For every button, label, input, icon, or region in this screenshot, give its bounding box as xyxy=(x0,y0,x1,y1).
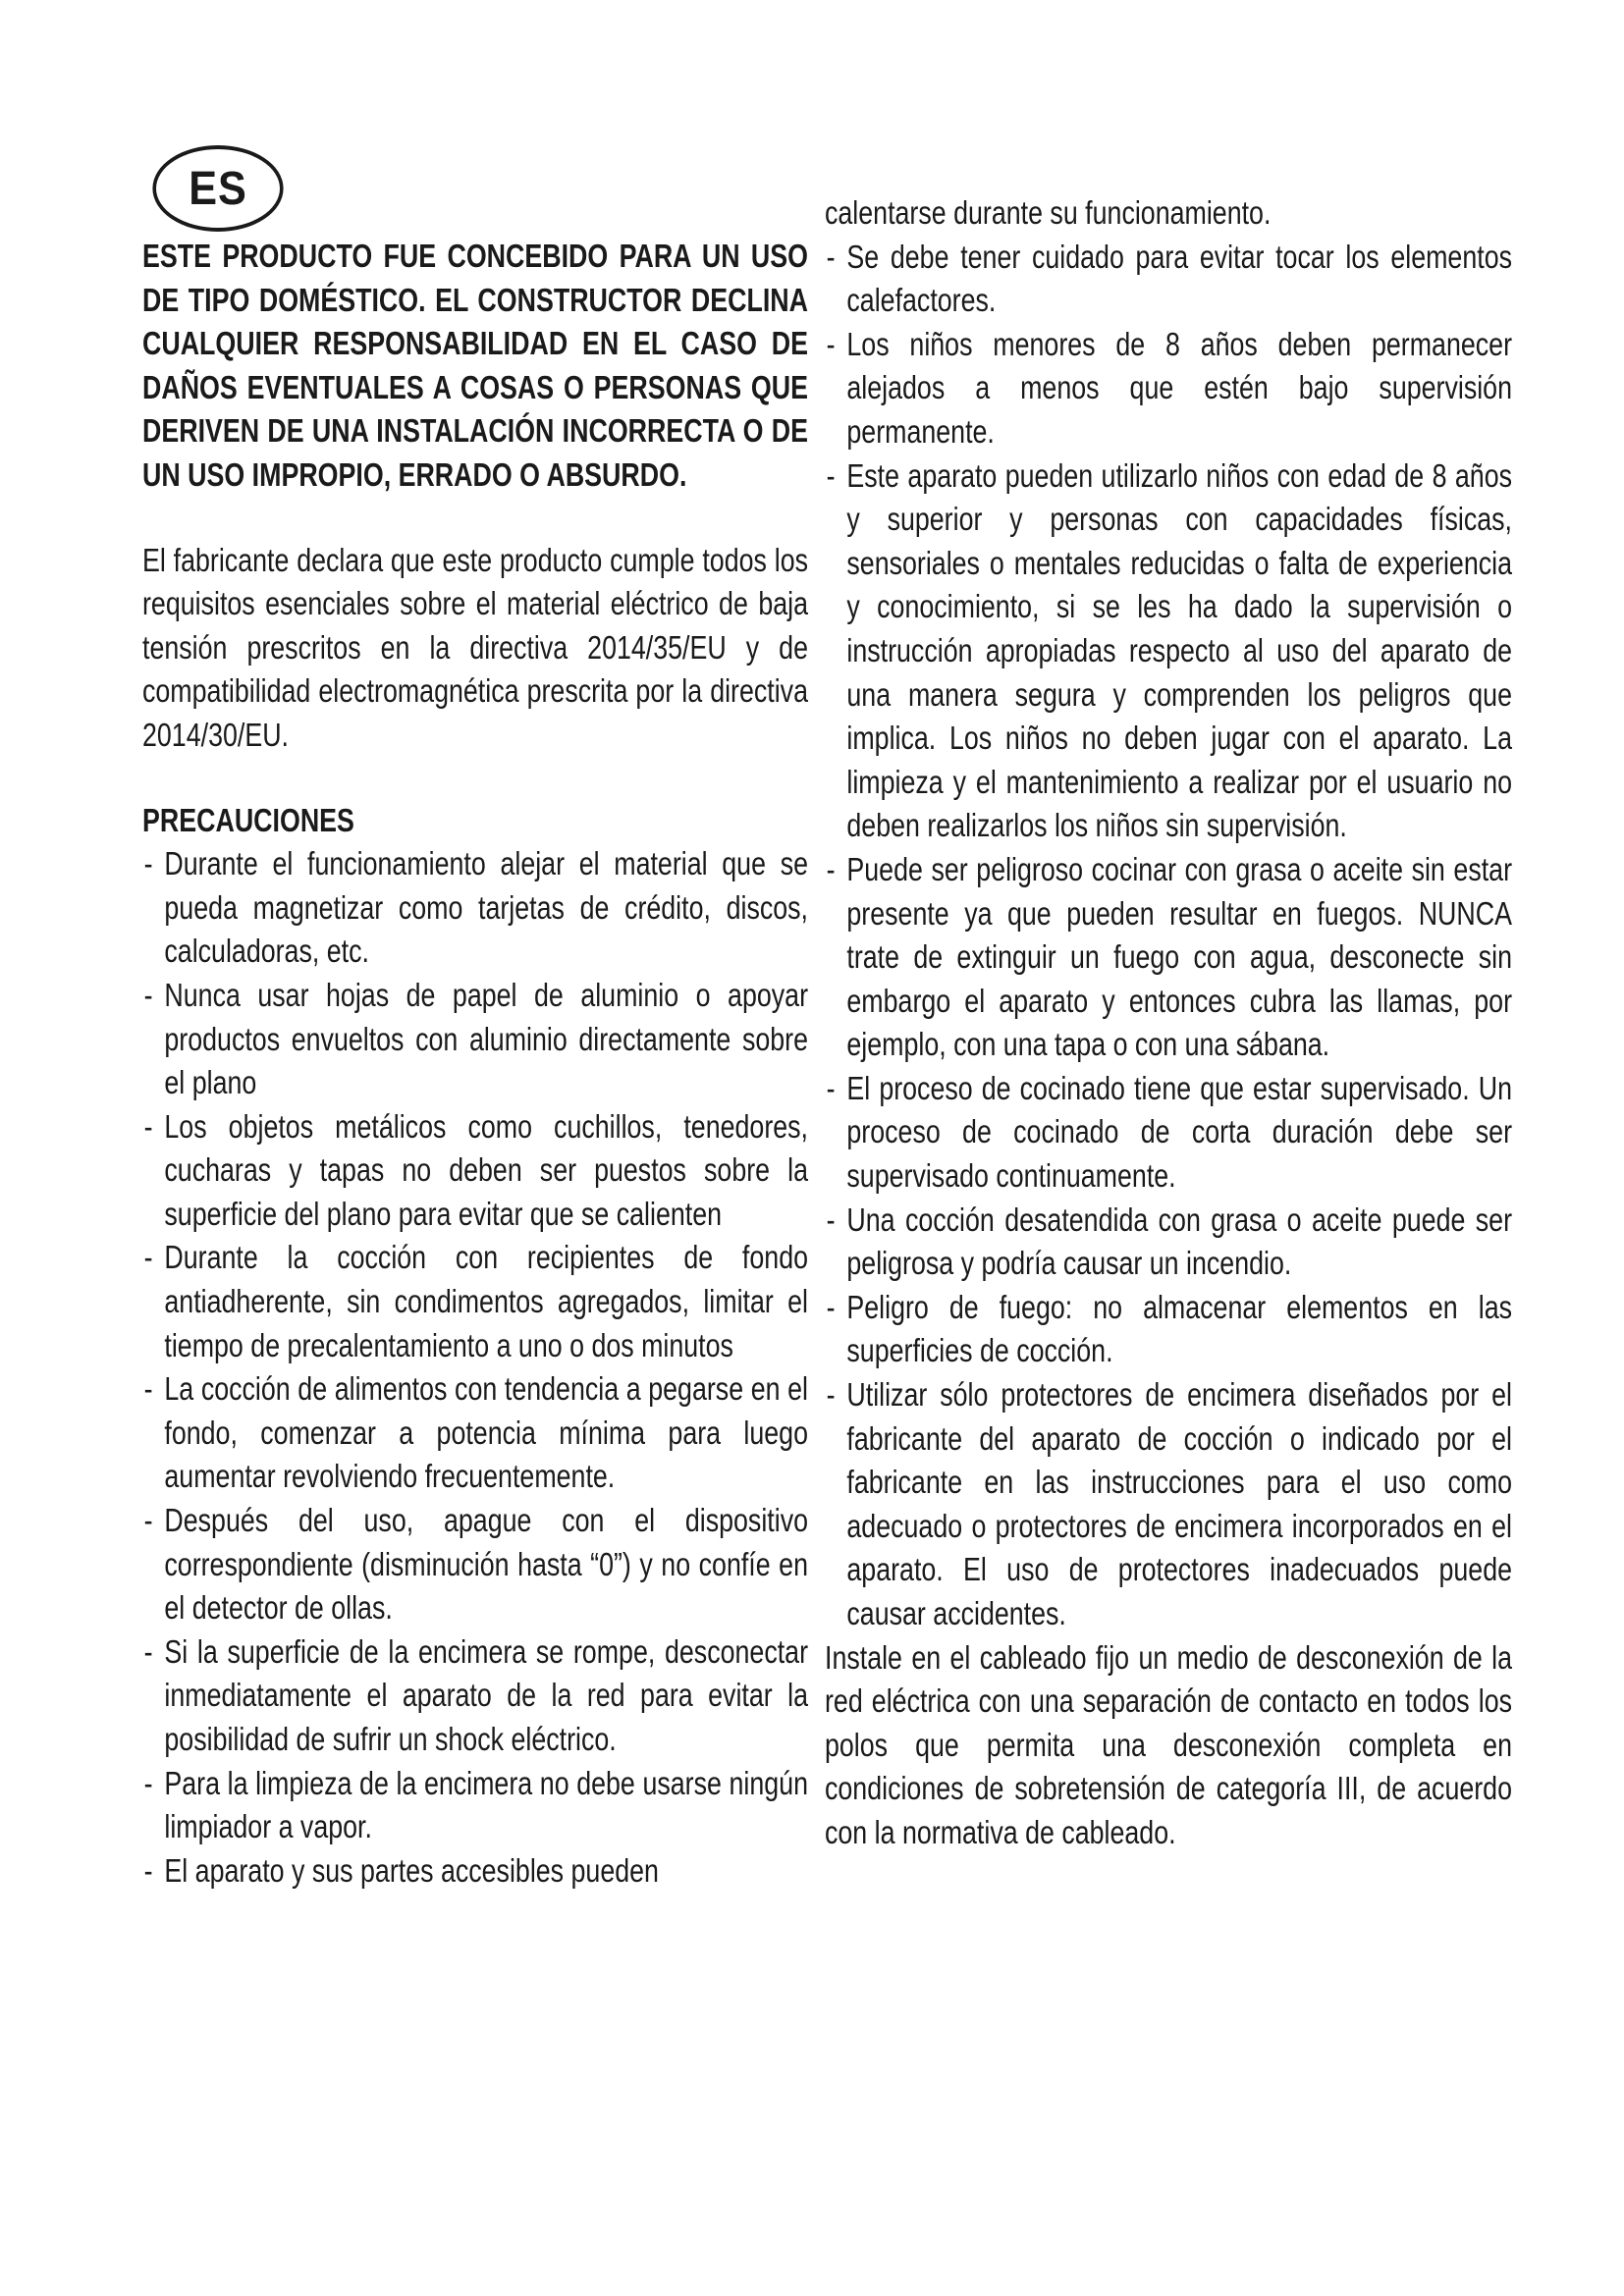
precaution-item: - Utilizar sólo protectores de encimera diseñados por el fabricante del aparato de cocción o indicado por el fabricante en las instrucciones para el uso como adecuado o protectores de encimera incorporados en el aparato. El uso de protectores inadecuados puede causar accidentes. xyxy=(825,1374,1512,1637)
precaution-item: - Si la superficie de la encimera se rompe, desconectar inmediatamente el aparato de la red para evitar la posibilidad de sufrir un shock eléctrico. xyxy=(142,1631,808,1763)
precaution-item: - El proceso de cocinado tiene que estar supervisado. Un proceso de cocinado de corta duración debe ser supervisado continuamente. xyxy=(825,1068,1512,1200)
left-column xyxy=(142,236,808,1894)
language-code: ES xyxy=(189,162,247,215)
precautions-list-left xyxy=(142,843,808,1894)
precaution-item: - Los objetos metálicos como cuchillos, tenedores, cucharas y tapas no deben ser puestos sobre la superficie del plano para evitar que se calienten xyxy=(142,1106,808,1238)
precaution-item: - Peligro de fuego: no almacenar elementos en las superficies de cocción. xyxy=(825,1287,1512,1374)
precaution-item: - Durante la cocción con recipientes de fondo antiadherente, sin condimentos agregados, limitar el tiempo de precalentamiento a uno o dos minutos xyxy=(142,1237,808,1368)
precaution-item: - La cocción de alimentos con tendencia a pegarse en el fondo, comenzar a potencia mínima para luego aumentar revolviendo frecuentemente. xyxy=(142,1368,808,1500)
language-badge xyxy=(152,145,283,232)
precautions-heading: PRECAUCIONES xyxy=(142,802,354,839)
precaution-item: - Después del uso, apague con el dispositivo correspondiente (disminución hasta “0”) y no confíe en el detector de ollas. xyxy=(142,1500,808,1631)
precaution-item: - Puede ser peligroso cocinar con grasa o aceite sin estar presente ya que pueden resultar en fuegos. NUNCA trate de extinguir un fuego con agua, desconecte sin embargo el aparato y entonces cubra las llamas, por ejemplo, con una tapa o con una sábana. xyxy=(825,849,1512,1068)
right-column xyxy=(825,192,1512,1856)
precaution-item: - Los niños menores de 8 años deben permanecer alejados a menos que estén bajo supervisión permanente. xyxy=(825,324,1512,455)
precaution-item: - Se debe tener cuidado para evitar tocar los elementos calefactores. xyxy=(825,237,1512,324)
precaution-item: - Este aparato pueden utilizarlo niños con edad de 8 años y superior y personas con capacidades físicas, sensoriales o mentales reducidas o falta de experiencia y conocimiento, si se les ha dado la supervisión o instrucción apropiadas respecto al uso del aparato de una manera segura y comprenden los peligros que implica. Los niños no deben jugar con el aparato. La limpieza y el mantenimiento a realizar por el usuario no deben realizarlos los niños sin supervisión. xyxy=(825,455,1512,849)
precautions-list-right xyxy=(825,192,1512,1637)
precaution-continuation: calentarse durante su funcionamiento. xyxy=(825,195,1272,232)
precaution-item: - Una cocción desatendida con grasa o aceite puede ser peligrosa y podría causar un incendio. xyxy=(825,1200,1512,1287)
precaution-item: - Nunca usar hojas de papel de aluminio o apoyar productos envueltos con aluminio directamente sobre el plano xyxy=(142,975,808,1106)
liability-warning: ESTE PRODUCTO FUE CONCEBIDO PARA UN USO DE TIPO DOMÉSTICO. EL CONSTRUCTOR DECLINA CUALQUIER RESPONSABILIDAD EN EL CASO DE DAÑOS EVENTUALES A COSAS O PERSONAS QUE DERIVEN DE UNA INSTALACIÓN INCORRECTA O DE UN USO IMPROPIO, ERRADO O ABSURDO. xyxy=(142,239,808,494)
precaution-item: - Durante el funcionamiento alejar el material que se pueda magnetizar como tarjetas de crédito, discos, calculadoras, etc. xyxy=(142,843,808,975)
precaution-item: - Para la limpieza de la encimera no debe usarse ningún limpiador a vapor. xyxy=(142,1763,808,1850)
precaution-item: - El aparato y sus partes accesibles pueden xyxy=(142,1850,808,1895)
compliance-declaration: El fabricante declara que este producto cumple todos los requisitos esenciales sobre el material eléctrico de baja tensión prescritos en la directiva 2014/35/EU y de compatibilidad electromagnética prescrita por la directiva 2014/30/EU. xyxy=(142,542,808,754)
wiring-instructions: Instale en el cableado fijo un medio de desconexión de la red eléctrica con una separación de contacto en todos los polos que permita una desconexión completa en condiciones de sobretensión de categoría III, de acuerdo con la normativa de cableado. xyxy=(825,1639,1512,1851)
